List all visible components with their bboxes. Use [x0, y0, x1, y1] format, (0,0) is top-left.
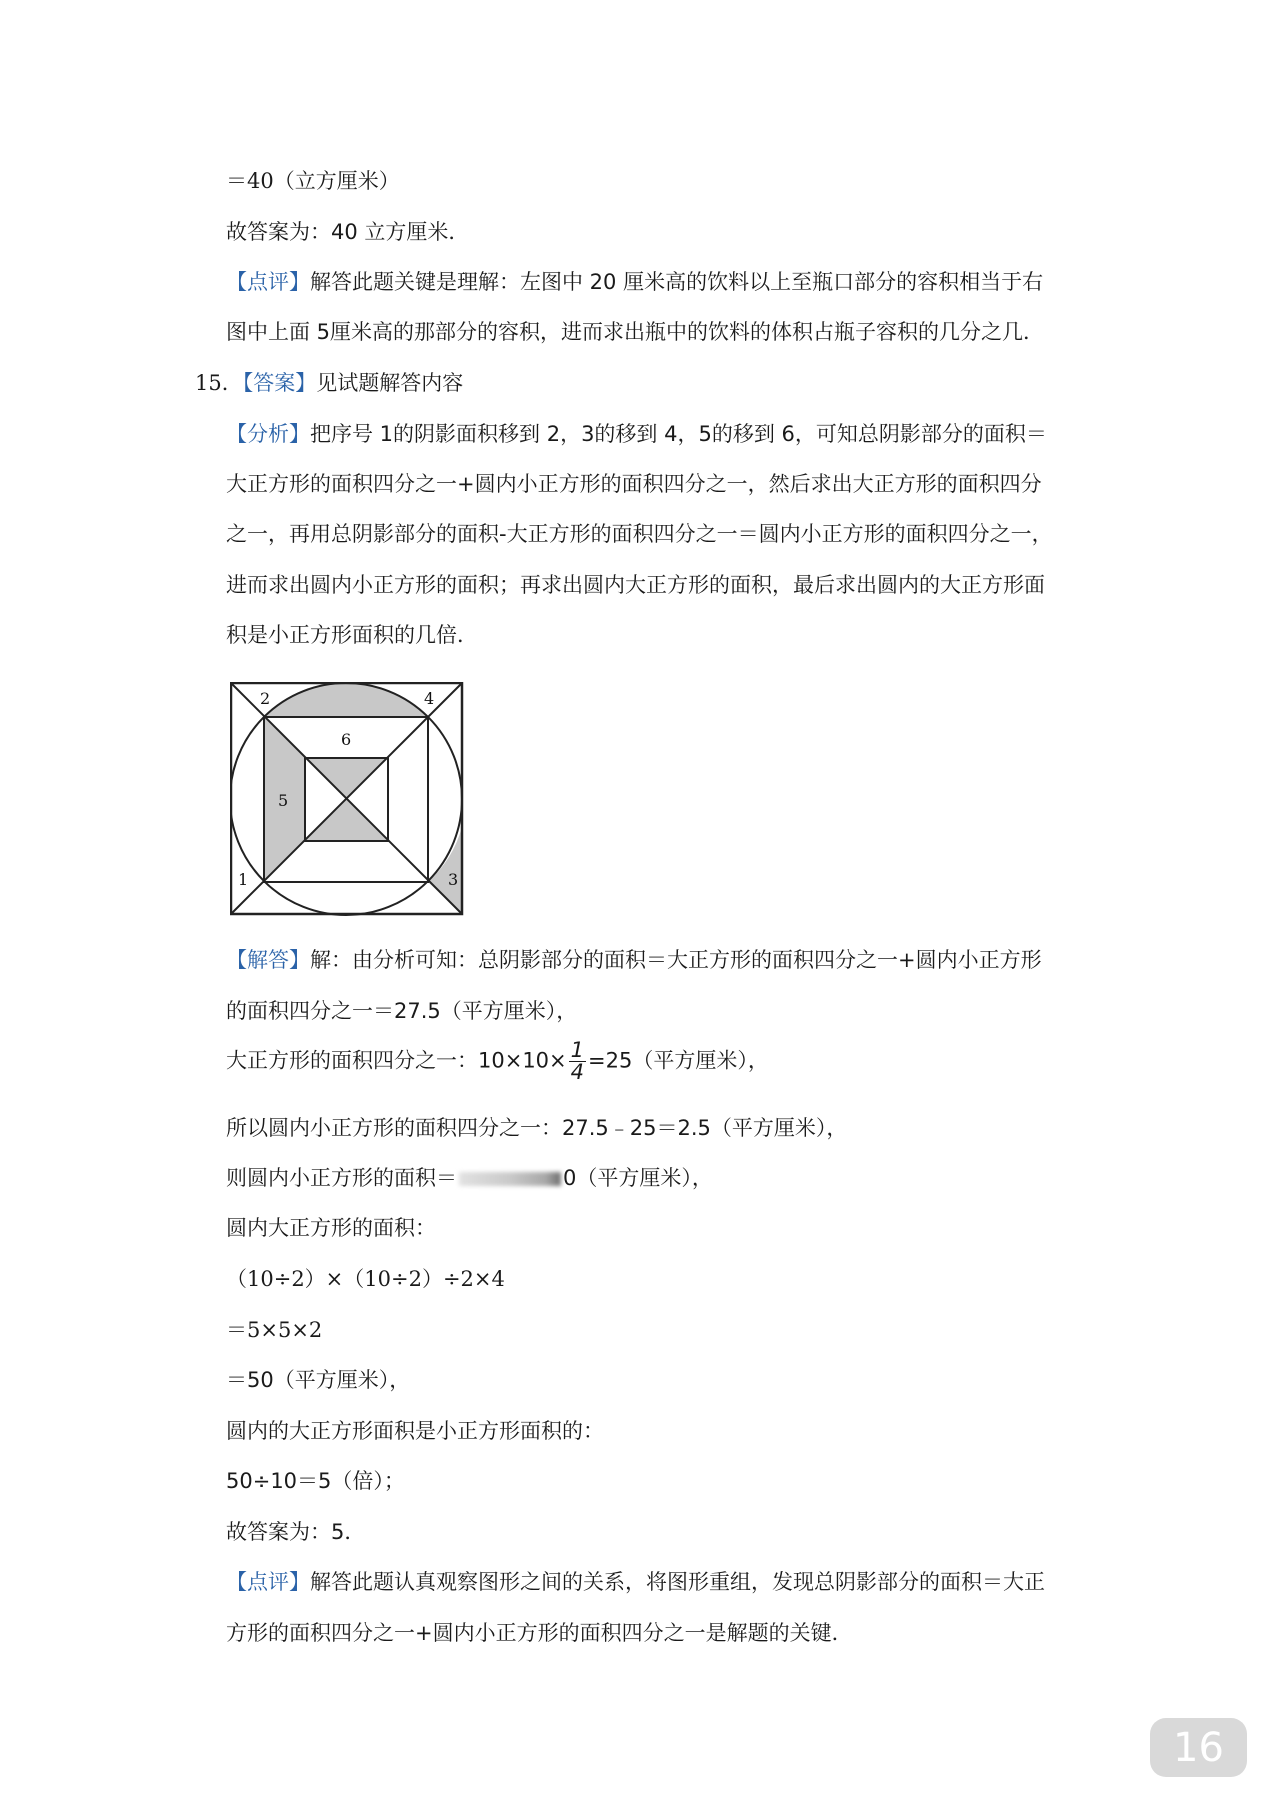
fraction-one-quarter — [569, 1040, 586, 1083]
question-15-header — [195, 373, 463, 394]
blurred-redaction — [459, 1172, 561, 1186]
question-number: 15． — [195, 371, 243, 395]
solution-line12: 故答案为：5． — [226, 1520, 366, 1544]
comment-15-line2: 方形的面积四分之一+圆内小正方形的面积四分之一是解题的关键． — [226, 1621, 853, 1645]
comment15-text: 解答此题认真观察图形之间的关系，将图形重组，发现总阴影部分的面积＝大正 — [310, 1570, 1045, 1594]
label-4: 4 — [424, 689, 435, 708]
label-3: 3 — [448, 870, 459, 889]
solution-line5 — [226, 1168, 713, 1189]
solution-line10: 圆内的大正方形面积是小正方形面积的： — [226, 1419, 604, 1443]
solution-line3-a: 大正方形的面积四分之一：10×10× — [226, 1048, 567, 1073]
shaded-inner-top — [305, 758, 388, 799]
line-answer-14: 故答案为：40 立方厘米． — [226, 220, 470, 244]
analysis-line3: 之一，再用总阴影部分的面积-大正方形的面积四分之一＝圆内小正方形的面积四分之一， — [226, 522, 1053, 546]
analysis-text: 把序号 1的阴影面积移到 2，3的移到 4，5的移到 6，可知总阴影部分的面积＝ — [310, 422, 1047, 446]
solution-line6: 圆内大正方形的面积： — [226, 1216, 436, 1240]
answer-tag: 【答案】 — [242, 371, 317, 395]
answer-text: 见试题解答内容 — [316, 371, 464, 395]
shaded-inner-bottom — [305, 799, 388, 841]
solution-line11: 50÷10＝5（倍）； — [226, 1469, 405, 1493]
solution-line3-b: =25（平方厘米）， — [588, 1048, 769, 1073]
solution-line4: 所以圆内小正方形的面积四分之一：27.5﹣25＝2.5（平方厘米）， — [226, 1116, 848, 1140]
analysis-line2: 大正方形的面积四分之一+圆内小正方形的面积四分之一，然后求出大正方形的面积四分 — [226, 472, 1042, 496]
solution-line1 — [226, 950, 1042, 971]
comment-14-line1 — [226, 272, 1043, 293]
solution-line9: ＝50（平方厘米）， — [226, 1368, 411, 1392]
comment15-tag: 【点评】 — [226, 1570, 310, 1594]
label-2: 2 — [260, 689, 271, 708]
analysis-line5: 积是小正方形面积的几倍． — [226, 623, 478, 647]
solution-line2: 的面积四分之一＝27.5（平方厘米）， — [226, 999, 578, 1023]
geometry-figure — [230, 682, 464, 916]
line-volume-result: ＝40（立方厘米） — [226, 169, 400, 193]
solution-line3 — [226, 1040, 769, 1083]
fraction-denominator: 4 — [570, 1060, 585, 1084]
comment-14-line2: 图中上面 5厘米高的那部分的容积，进而求出瓶中的饮料的体积占瓶子容积的几分之几． — [226, 320, 1045, 344]
comment-text: 解答此题关键是理解：左图中 20 厘米高的饮料以上至瓶口部分的容积相当于右 — [310, 270, 1044, 294]
analysis-line4: 进而求出圆内小正方形的面积；再求出圆内大正方形的面积，最后求出圆内的大正方形面 — [226, 573, 1045, 597]
solution-line8: ＝5×5×2 — [226, 1318, 323, 1342]
solution-line7: （10÷2）×（10÷2）÷2×4 — [226, 1267, 505, 1291]
analysis-tag: 【分析】 — [226, 422, 310, 446]
comment-tag: 【点评】 — [226, 270, 310, 294]
label-6: 6 — [341, 730, 352, 749]
label-5: 5 — [278, 791, 289, 810]
solution-line5-a: 则圆内小正方形的面积＝ — [226, 1166, 457, 1190]
solution-tag: 【解答】 — [226, 948, 310, 972]
page-number-badge: 16 — [1150, 1718, 1247, 1777]
solution-text: 解：由分析可知：总阴影部分的面积＝大正方形的面积四分之一+圆内小正方形 — [310, 948, 1042, 972]
comment-15-line1 — [226, 1572, 1045, 1593]
label-1: 1 — [238, 870, 249, 889]
fraction-numerator: 1 — [570, 1038, 585, 1062]
solution-line5-b: 0（平方厘米）， — [563, 1166, 713, 1190]
analysis-line1 — [226, 424, 1047, 445]
